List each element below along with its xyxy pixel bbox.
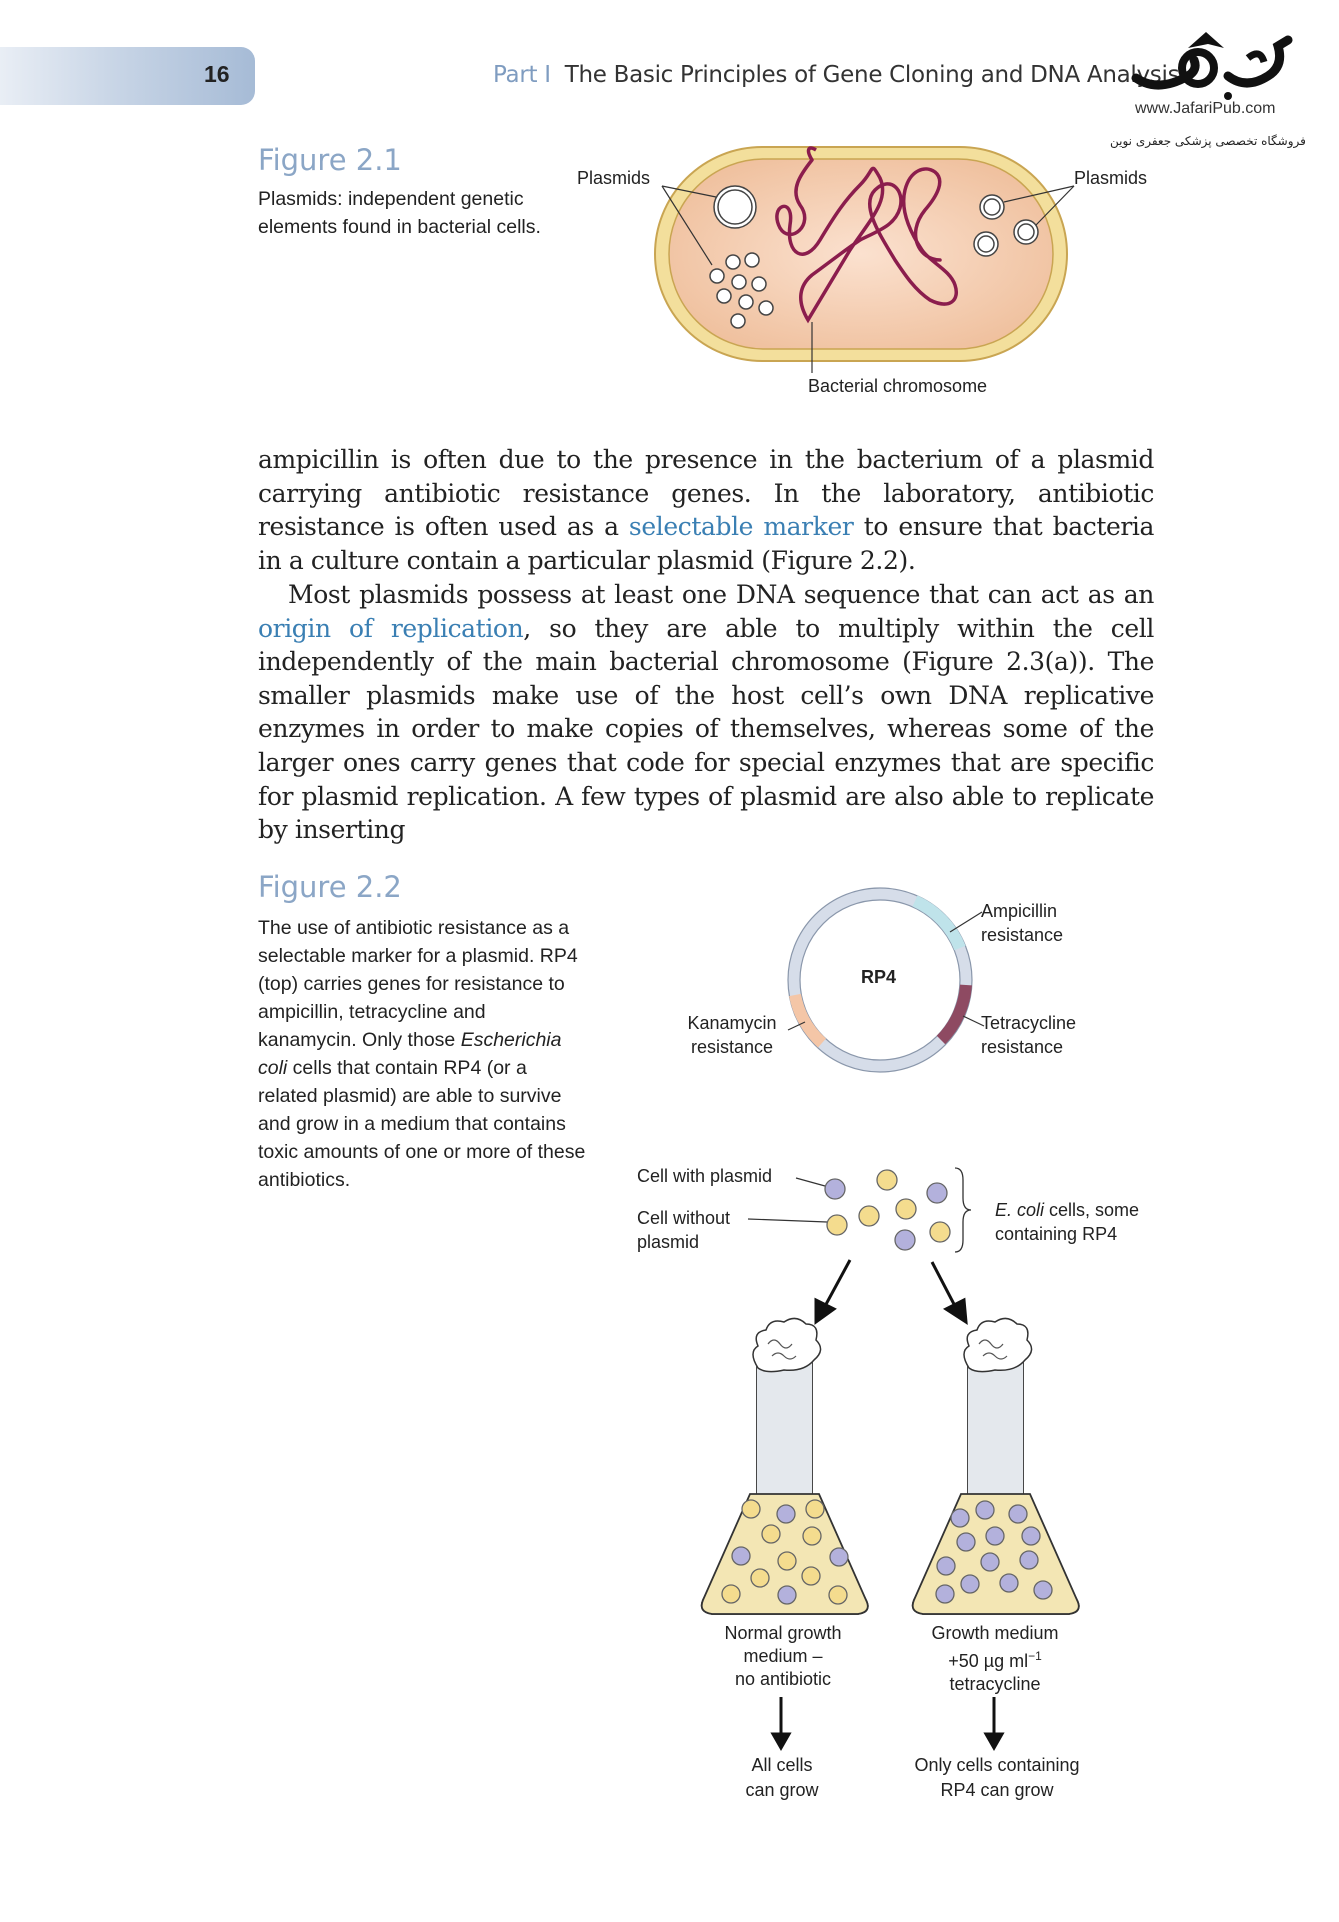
caption-line: related plasmid) are able to survive: [258, 1085, 562, 1107]
cells-bracket: [955, 1168, 971, 1252]
caption-line: (top) carries genes for resistance to: [258, 973, 565, 995]
flask-cell-with-plasmid: [976, 1501, 994, 1519]
page-number: 16: [204, 61, 230, 87]
label-line: [931, 1645, 1058, 1673]
flask-cell-without-plasmid: [829, 1586, 847, 1604]
plasmid-name: RP4: [861, 967, 897, 987]
label-superscript: −1: [1028, 1649, 1042, 1663]
running-head-title: The Basic Principles of Gene Cloning and DNA Analysis: [564, 62, 1180, 88]
cell-without-plasmid: [827, 1215, 847, 1235]
flask-cell-with-plasmid: [986, 1527, 1004, 1545]
cell-with-plasmid: [825, 1179, 845, 1199]
label-segment: cells, some: [1044, 1200, 1140, 1220]
p1-text-b: to ensure that bacteria in a culture contain a particular plasmid (Figure 2.2).: [258, 512, 1155, 575]
label-kanamycin-resistance: [687, 1011, 776, 1059]
caption-line: The use of antibiotic resistance as a: [258, 917, 570, 939]
flask-cell-with-plasmid: [961, 1575, 979, 1593]
flask-cell-without-plasmid: [802, 1567, 820, 1585]
flask-cell-with-plasmid: [732, 1547, 750, 1565]
label-line: Growth medium: [931, 1623, 1059, 1643]
label-ampicillin-resistance: [981, 899, 1063, 947]
flask-cell-without-plasmid: [762, 1525, 780, 1543]
label-only-rp4-cells-grow: [914, 1753, 1079, 1803]
running-head-part: Part I: [493, 62, 551, 88]
caption-line: and grow in a medium that contains: [258, 1113, 566, 1135]
caption-segment: kanamycin. Only those: [258, 1029, 461, 1051]
label-line: Kanamycin: [687, 1013, 777, 1033]
flask-cell-with-plasmid: [830, 1548, 848, 1566]
label-line: plasmid: [637, 1232, 700, 1252]
label-line: resistance: [981, 925, 1064, 945]
key-term-origin-of-replication: origin of replication: [258, 613, 524, 643]
caption-line: Plasmids: independent genetic: [258, 188, 524, 210]
label-line: can grow: [745, 1780, 819, 1800]
flask-cell-with-plasmid: [778, 1586, 796, 1604]
p2-text-b: , so they are able to multiply within the cell independently of the main bacterial chromosome (Figure 2.3(a)). The smaller plasmids make use of the host cell’s own DNA replicative enzymes in order to make copies of themselves, whereas some of the larger ones carry genes that code for special enzymes that are specific for plasmid replication. A few types of plasmid are also able to replicate by inserting: [258, 613, 1154, 845]
label-cell-with-plasmid: Cell with plasmid: [637, 1166, 773, 1186]
label-line: no antibiotic: [734, 1669, 832, 1689]
p1-text-a: ampicillin is often due to the presence in the bacterium of a plasmid carrying antibiotic resistance genes. In the laboratory, antibiotic resistance is often used as a: [258, 445, 1154, 542]
flask-cell-without-plasmid: [806, 1500, 824, 1518]
figure-2-2-title: Figure 2.2: [258, 870, 402, 904]
flask-cell-without-plasmid: [722, 1585, 740, 1603]
flask-cell-with-plasmid: [1020, 1551, 1038, 1569]
flask-cell-without-plasmid: [778, 1552, 796, 1570]
flask-cell-with-plasmid: [1000, 1574, 1018, 1592]
kanamycin-gene-segment: [795, 995, 822, 1043]
label-tetracycline-growth-medium: [931, 1622, 1058, 1696]
label-line: Ampicillin: [981, 901, 1058, 921]
flask-cell-with-plasmid: [937, 1557, 955, 1575]
flask-cell-with-plasmid: [981, 1553, 999, 1571]
flask-cell-with-plasmid: [1034, 1581, 1052, 1599]
cell-with-plasmid: [927, 1183, 947, 1203]
cell-without-plasmid: [930, 1222, 950, 1242]
label-line: Normal growth: [724, 1623, 842, 1643]
label-line: RP4 can grow: [940, 1780, 1054, 1800]
caption-line: selectable marker for a plasmid. RP4: [258, 945, 578, 967]
flask-cell-with-plasmid: [957, 1533, 975, 1551]
caption-segment: cells that contain RP4 (or a: [287, 1057, 527, 1079]
label-italic: E. coli: [995, 1200, 1045, 1220]
label-all-cells-grow: [745, 1753, 818, 1803]
label-line: [995, 1198, 1139, 1222]
label-normal-growth-medium: [724, 1622, 841, 1691]
cotton-plug: [753, 1318, 821, 1371]
label-line: medium –: [743, 1646, 823, 1666]
watermark-shop-text: فروشگاه تخصصی پزشکی جعفری نوین: [1110, 134, 1306, 148]
label-line: Tetracycline: [981, 1013, 1077, 1033]
flask-cell-with-plasmid: [936, 1585, 954, 1603]
flask-cell-without-plasmid: [751, 1569, 769, 1587]
label-plasmids-right: Plasmids: [1074, 168, 1148, 188]
label-line: Only cells containing: [914, 1755, 1080, 1775]
caption-italic: Escherichia: [460, 1029, 562, 1051]
cell-without-plasmid: [877, 1170, 897, 1190]
label-line: All cells: [751, 1755, 813, 1775]
caption-line: antibiotics.: [258, 1169, 351, 1191]
caption-line: toxic amounts of one or more of these: [258, 1141, 586, 1163]
cell-without-plasmid: [896, 1199, 916, 1219]
label-plasmids-left: Plasmids: [577, 168, 651, 188]
label-cell-without-plasmid: [637, 1206, 730, 1254]
caption-italic: coli: [258, 1057, 288, 1079]
label-tetracycline-resistance: [981, 1011, 1076, 1059]
label-line: tetracycline: [949, 1674, 1041, 1694]
flask-cell-with-plasmid: [777, 1505, 795, 1523]
watermark-url: www.JafariPub.com: [1135, 100, 1276, 117]
cell-without-plasmid: [859, 1206, 879, 1226]
flask-cell-with-plasmid: [1022, 1527, 1040, 1545]
figure-2-1-title: Figure 2.1: [258, 143, 402, 177]
label-segment: +50 µg ml: [948, 1651, 1029, 1671]
label-line: resistance: [690, 1037, 774, 1057]
caption-line: elements found in bacterial cells.: [258, 216, 541, 238]
flask-cell-without-plasmid: [803, 1527, 821, 1545]
caption-line: ampicillin, tetracycline and: [258, 1001, 486, 1023]
key-term-selectable-marker: selectable marker: [628, 512, 854, 542]
tetracycline-gene-segment: [941, 985, 966, 1040]
p2-text-a: Most plasmids possess at least one DNA sequence that can act as an: [288, 580, 1154, 609]
flask-cell-without-plasmid: [742, 1500, 760, 1518]
label-line: Cell without: [637, 1208, 731, 1228]
flask-cell-with-plasmid: [1009, 1505, 1027, 1523]
label-line: containing RP4: [995, 1224, 1118, 1244]
cotton-plug: [964, 1318, 1032, 1371]
flask-cell-with-plasmid: [951, 1509, 969, 1527]
cell-with-plasmid: [895, 1230, 915, 1250]
label-ecoli-cells: [995, 1198, 1139, 1246]
label-line: resistance: [981, 1037, 1064, 1057]
label-bacterial-chromosome: Bacterial chromosome: [808, 376, 988, 396]
